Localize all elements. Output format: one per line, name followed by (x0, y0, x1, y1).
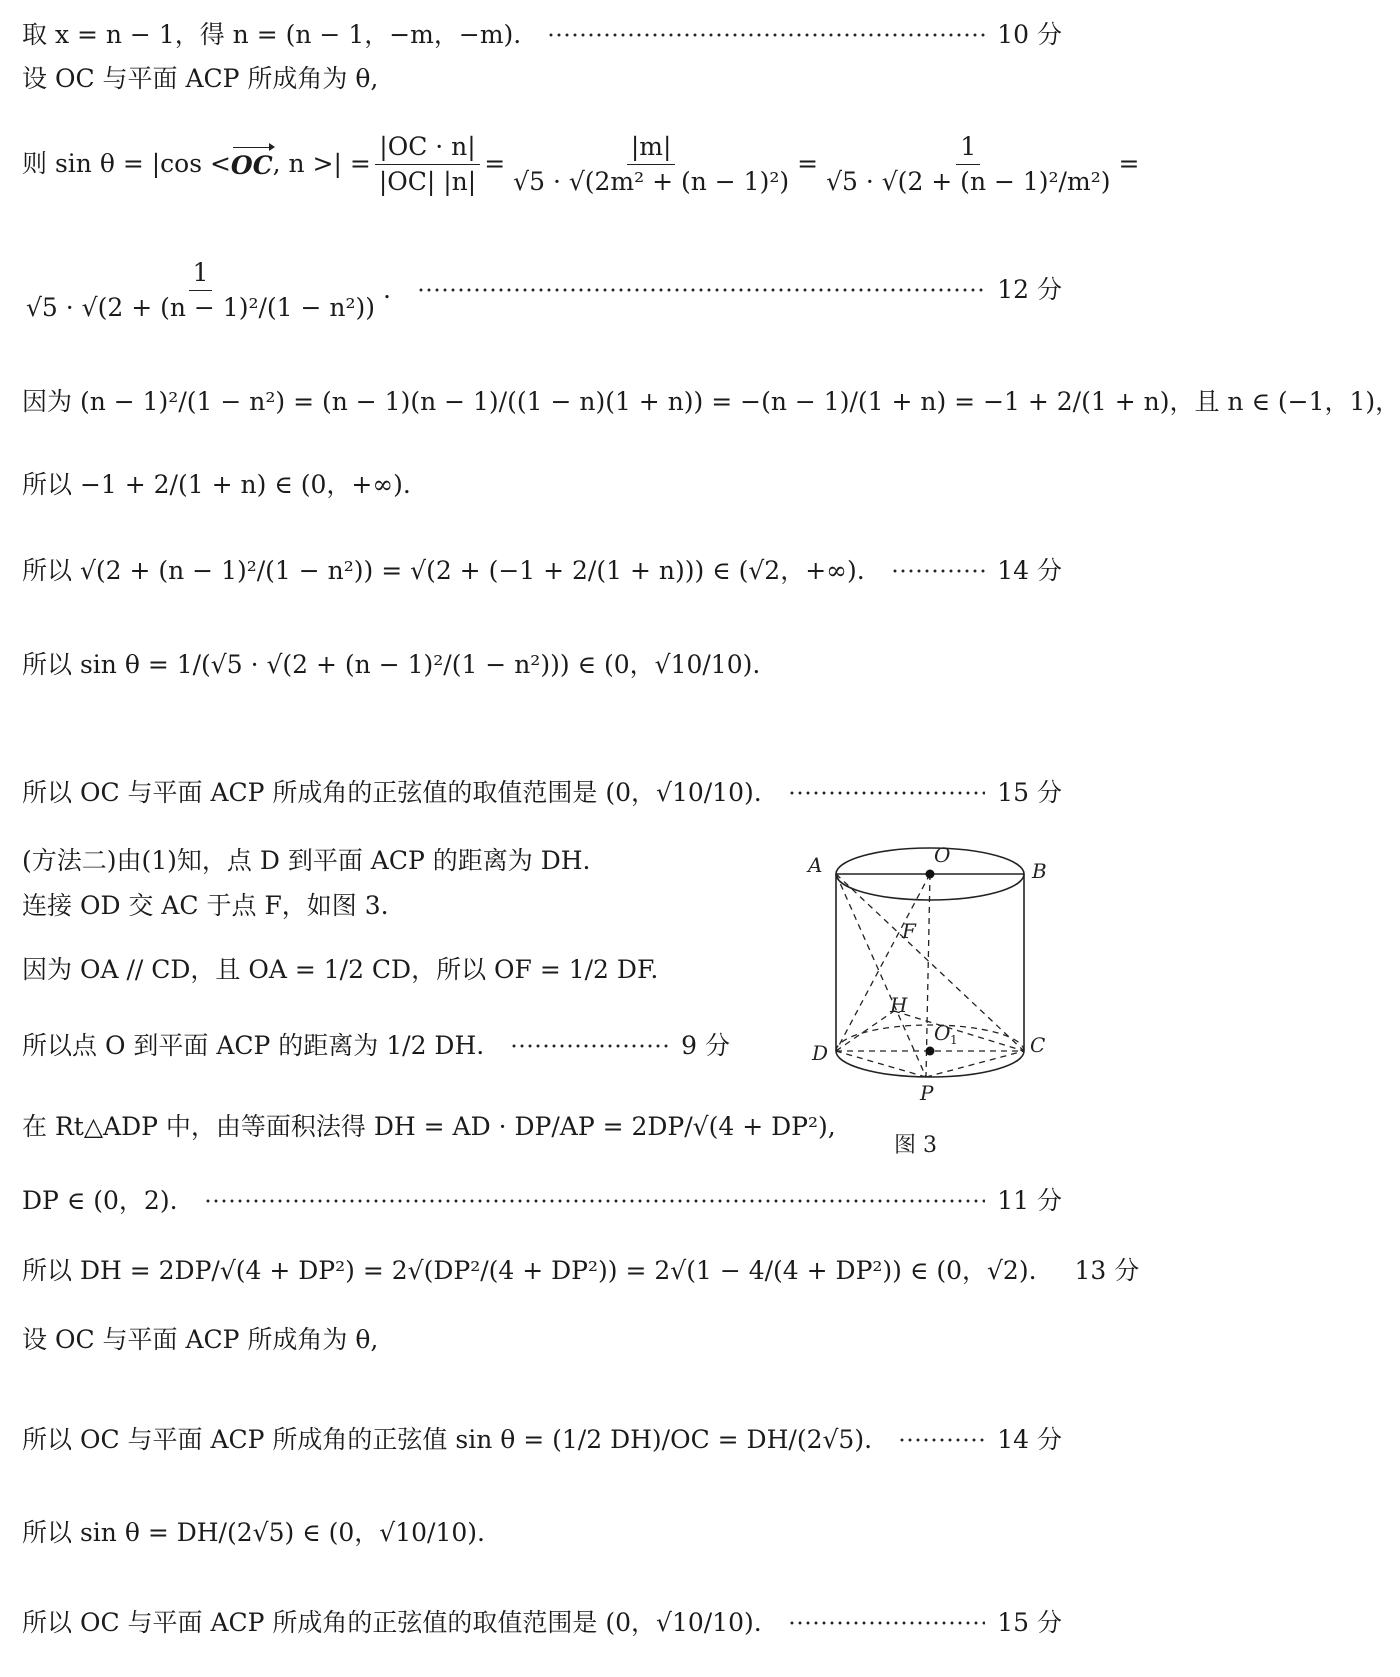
formula-prefix: 则 sin θ = |cos < (22, 149, 231, 178)
label-p: P (920, 1081, 934, 1105)
label-o1: O (934, 1021, 951, 1045)
math-text: 所以 √(2 + (n − 1)²/(1 − n²)) = √(2 + (−1 + 2/(1 + n))) ∈ (√2，+∞). (22, 556, 865, 585)
fraction-denominator: √5 · √(2 + (n − 1)²/(1 − n²)) (26, 292, 376, 322)
solution-line-12 (22, 955, 658, 985)
math-text: 连接 OD 交 AC 于点 F，如图 3. (22, 891, 389, 920)
math-text: DP ∈ (0，2). (22, 1186, 178, 1215)
solution-line-5 (22, 387, 1400, 417)
score-label: 15 分 (997, 778, 1062, 807)
solution-line-8 (22, 650, 760, 680)
dot-leader (510, 1043, 669, 1049)
fraction-numerator: |m| (627, 132, 676, 165)
fraction-sin (22, 258, 379, 323)
score-label: 14 分 (997, 556, 1062, 585)
equals-sign: = (1118, 149, 1140, 178)
solution-line-11 (22, 891, 389, 921)
dot-leader (204, 1198, 986, 1204)
dot-leader (547, 32, 985, 38)
solution-line-3 (22, 108, 1140, 220)
dot-leader (417, 287, 985, 293)
math-text: 所以 −1 + 2/(1 + n) ∈ (0，+∞). (22, 470, 411, 499)
math-text: 取 x = n − 1，得 n = (n − 1，−m，−m). (22, 20, 522, 49)
fraction-denominator: |OC| |n| (378, 166, 477, 196)
solution-line-18 (22, 1425, 1062, 1455)
label-o1-subscript: 1 (950, 1033, 958, 1047)
fraction-m (509, 132, 793, 197)
fraction-one (822, 132, 1114, 197)
fraction-denominator: √5 · √(2 + (n − 1)²/m²) (826, 166, 1111, 196)
figure-cylinder (784, 826, 1060, 1116)
fraction-cos (375, 132, 480, 197)
figure-caption: 图 3 (894, 1133, 937, 1158)
score-label: 15 分 (997, 1608, 1062, 1637)
label-f: F (902, 919, 916, 943)
solution-line-2 (22, 64, 378, 94)
vector-oc: OC (231, 147, 273, 181)
solution-line-4 (22, 240, 1062, 340)
label-h: H (890, 993, 908, 1017)
solution-line-1 (22, 20, 1062, 50)
fraction-numerator: 1 (956, 132, 980, 165)
equals-sign: = (797, 149, 819, 178)
math-text: (方法二)由(1)知，点 D 到平面 ACP 的距离为 DH. (22, 846, 591, 875)
label-a: A (808, 853, 823, 877)
solution-line-16 (22, 1256, 1140, 1286)
math-text: 因为 (n − 1)²/(1 − n²) = (n − 1)(n − 1)/((1 − n)(1 + n)) = −(n − 1)/(1 + n) = −1 + 2/(1 + n)，且 n ∈ (−1，1)， (22, 387, 1400, 416)
solution-line-10 (22, 846, 591, 876)
fraction-numerator: 1 (189, 258, 213, 291)
period: . (383, 275, 391, 304)
solution-line-19 (22, 1518, 485, 1548)
fraction-numerator: |OC · n| (375, 132, 479, 165)
score-label: 9 分 (681, 1031, 730, 1060)
score-label: 10 分 (997, 20, 1062, 49)
label-d: D (812, 1041, 829, 1065)
label-o: O (934, 843, 951, 867)
solution-line-20 (22, 1608, 1062, 1638)
equals-sign: = (484, 149, 506, 178)
cylinder-diagram (784, 826, 1060, 1105)
math-text: 设 OC 与平面 ACP 所成角为 θ, (22, 64, 379, 93)
math-text: 在 Rt△ADP 中，由等面积法得 DH = AD · DP/AP = 2DP/√(4 + DP²), (22, 1112, 836, 1141)
math-text: 所以 sin θ = DH/(2√5) ∈ (0，√10/10). (22, 1518, 485, 1547)
solution-line-14 (22, 1112, 836, 1142)
math-text: 设 OC 与平面 ACP 所成角为 θ, (22, 1325, 379, 1354)
dot-leader (891, 568, 986, 574)
label-c: C (1030, 1033, 1046, 1057)
dot-leader (898, 1437, 985, 1443)
score-label: 14 分 (997, 1425, 1062, 1454)
formula-mid: , n >| = (272, 149, 371, 178)
math-text: 所以点 O 到平面 ACP 的距离为 1/2 DH. (22, 1031, 485, 1060)
math-text: 所以 sin θ = 1/(√5 · √(2 + (n − 1)²/(1 − n²))) ∈ (0，√10/10). (22, 650, 761, 679)
fraction-denominator: √5 · √(2m² + (n − 1)²) (513, 166, 790, 196)
math-text: 所以 DH = 2DP/√(4 + DP²) = 2√(DP²/(4 + DP²)) = 2√(1 − 4/(4 + DP²)) ∈ (0，√2). (22, 1256, 1037, 1285)
dot-leader (788, 1620, 986, 1626)
math-text: 因为 OA // CD，且 OA = 1/2 CD，所以 OF = 1/2 DF. (22, 955, 659, 984)
solution-line-17 (22, 1325, 378, 1355)
label-b: B (1032, 859, 1047, 883)
solution-line-6 (22, 470, 411, 500)
score-label: 12 分 (997, 275, 1062, 304)
math-text: 所以 OC 与平面 ACP 所成角的正弦值的取值范围是 (0，√10/10). (22, 1608, 762, 1637)
math-text: 所以 OC 与平面 ACP 所成角的正弦值的取值范围是 (0，√10/10). (22, 778, 762, 807)
score-label: 11 分 (997, 1186, 1062, 1215)
solution-line-7 (22, 556, 1062, 586)
solution-line-13 (22, 1031, 730, 1061)
solution-line-15 (22, 1186, 1062, 1216)
score-label: 13 分 (1074, 1256, 1140, 1285)
math-text: 所以 OC 与平面 ACP 所成角的正弦值 sin θ = (1/2 DH)/OC = DH/(2√5). (22, 1425, 873, 1454)
solution-line-9 (22, 778, 1062, 808)
dot-leader (788, 790, 986, 796)
